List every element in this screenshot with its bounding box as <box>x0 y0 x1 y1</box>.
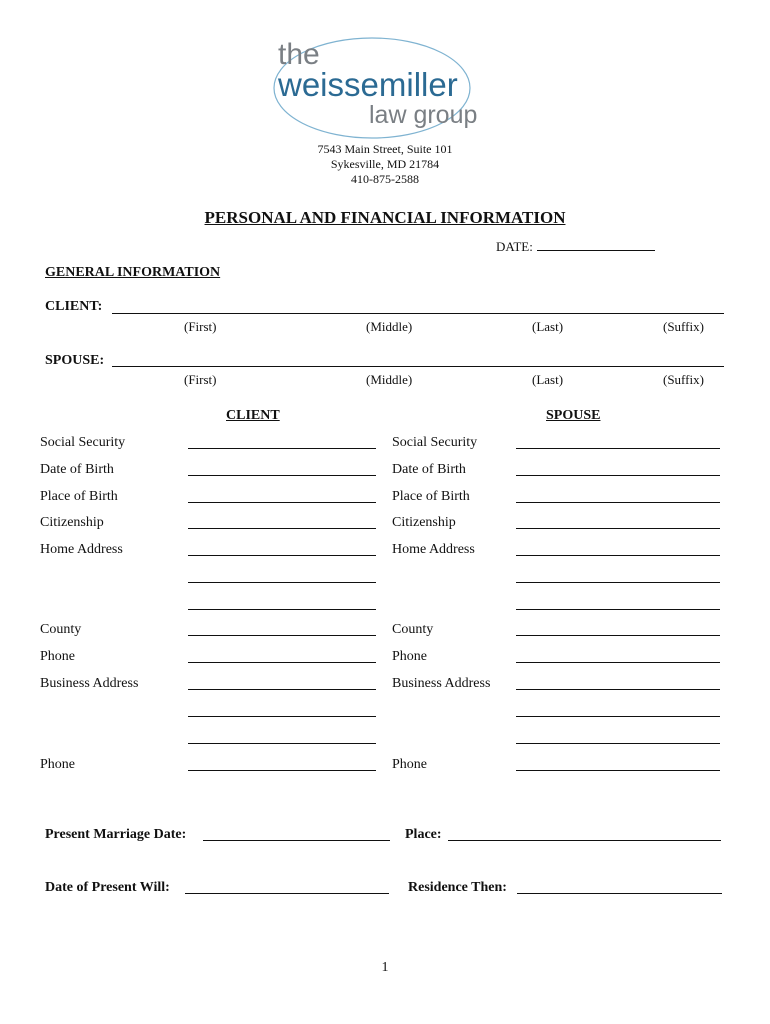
client-citizenship-line[interactable] <box>188 528 376 529</box>
date-field <box>496 239 655 255</box>
marriage-date-line[interactable] <box>203 840 390 841</box>
spouse-name-label: SPOUSE: <box>45 353 105 368</box>
spouse-home-address-line-3[interactable] <box>516 609 720 610</box>
spouse-business-address-line-1[interactable] <box>516 689 720 690</box>
client-first-caption: (First) <box>184 319 217 334</box>
client-dob-label: Date of Birth <box>40 462 114 477</box>
client-dob-line[interactable] <box>188 475 376 476</box>
client-name-line[interactable] <box>112 313 724 314</box>
spouse-dob-label: Date of Birth <box>392 462 466 477</box>
client-last-caption: (Last) <box>532 319 564 334</box>
client-business-address-label: Business Address <box>40 676 139 691</box>
spouse-business-phone-line[interactable] <box>516 770 720 771</box>
will-date-label: Date of Present Will: <box>45 880 170 895</box>
spouse-last-caption: (Last) <box>532 372 564 387</box>
logo-name <box>277 66 458 103</box>
spouse-pob-line[interactable] <box>516 502 720 503</box>
spouse-phone-line[interactable] <box>516 662 720 663</box>
spouse-name-line[interactable] <box>112 366 724 367</box>
client-home-address-line-1[interactable] <box>188 555 376 556</box>
client-business-address-line-1[interactable] <box>188 689 376 690</box>
spouse-dob-line[interactable] <box>516 475 720 476</box>
date-label: DATE: <box>496 239 533 254</box>
address-line-1: 7543 Main Street, Suite 101 <box>317 142 453 156</box>
address-phone: 410-875-2588 <box>351 172 419 186</box>
spouse-suffix-caption: (Suffix) <box>663 372 704 387</box>
spouse-ssn-label: Social Security <box>392 435 478 450</box>
logo-the: the <box>278 38 320 71</box>
residence-label: Residence Then: <box>408 880 507 895</box>
spouse-ssn-line[interactable] <box>516 448 720 449</box>
spouse-column-heading: SPOUSE <box>546 408 601 423</box>
spouse-county-label: County <box>392 622 434 637</box>
form-title: PERSONAL AND FINANCIAL INFORMATION <box>204 208 566 227</box>
will-date-line[interactable] <box>185 893 389 894</box>
spouse-pob-label: Place of Birth <box>392 489 470 504</box>
firm-logo <box>262 30 512 142</box>
client-home-address-line-2[interactable] <box>188 582 376 583</box>
spouse-home-address-label: Home Address <box>392 542 475 557</box>
client-home-address-label: Home Address <box>40 542 123 557</box>
spouse-home-address-line-1[interactable] <box>516 555 720 556</box>
client-suffix-caption: (Suffix) <box>663 319 704 334</box>
client-county-label: County <box>40 622 82 637</box>
client-business-address-line-2[interactable] <box>188 716 376 717</box>
client-ssn-line[interactable] <box>188 448 376 449</box>
page-number: 1 <box>381 960 389 975</box>
client-phone-line[interactable] <box>188 662 376 663</box>
spouse-citizenship-line[interactable] <box>516 528 720 529</box>
client-citizenship-label: Citizenship <box>40 515 104 530</box>
logo-weisse: weisse <box>278 66 379 103</box>
spouse-citizenship-label: Citizenship <box>392 515 456 530</box>
client-home-address-line-3[interactable] <box>188 609 376 610</box>
spouse-business-phone-label: Phone <box>392 757 427 772</box>
marriage-place-line[interactable] <box>448 840 721 841</box>
client-name-label: CLIENT: <box>45 299 103 314</box>
client-column-heading: CLIENT <box>226 408 280 423</box>
spouse-business-address-label: Business Address <box>392 676 491 691</box>
logo-lawgroup: law group <box>369 101 478 129</box>
marriage-date-label: Present Marriage Date: <box>45 827 187 842</box>
client-business-phone-label: Phone <box>40 757 75 772</box>
spouse-phone-label: Phone <box>392 649 427 664</box>
date-line[interactable] <box>537 240 655 251</box>
client-pob-line[interactable] <box>188 502 376 503</box>
general-info-heading: GENERAL INFORMATION <box>45 265 221 280</box>
spouse-county-line[interactable] <box>516 635 720 636</box>
residence-line[interactable] <box>517 893 722 894</box>
client-pob-label: Place of Birth <box>40 489 118 504</box>
spouse-business-address-line-3[interactable] <box>516 743 720 744</box>
client-middle-caption: (Middle) <box>366 319 413 334</box>
client-county-line[interactable] <box>188 635 376 636</box>
marriage-place-label: Place: <box>405 827 442 842</box>
logo-miller: miller <box>378 66 458 103</box>
client-business-address-line-3[interactable] <box>188 743 376 744</box>
address-line-2: Sykesville, MD 21784 <box>330 157 440 171</box>
client-business-phone-line[interactable] <box>188 770 376 771</box>
spouse-business-address-line-2[interactable] <box>516 716 720 717</box>
spouse-first-caption: (First) <box>184 372 217 387</box>
spouse-middle-caption: (Middle) <box>366 372 413 387</box>
client-phone-label: Phone <box>40 649 75 664</box>
client-ssn-label: Social Security <box>40 435 126 450</box>
spouse-home-address-line-2[interactable] <box>516 582 720 583</box>
